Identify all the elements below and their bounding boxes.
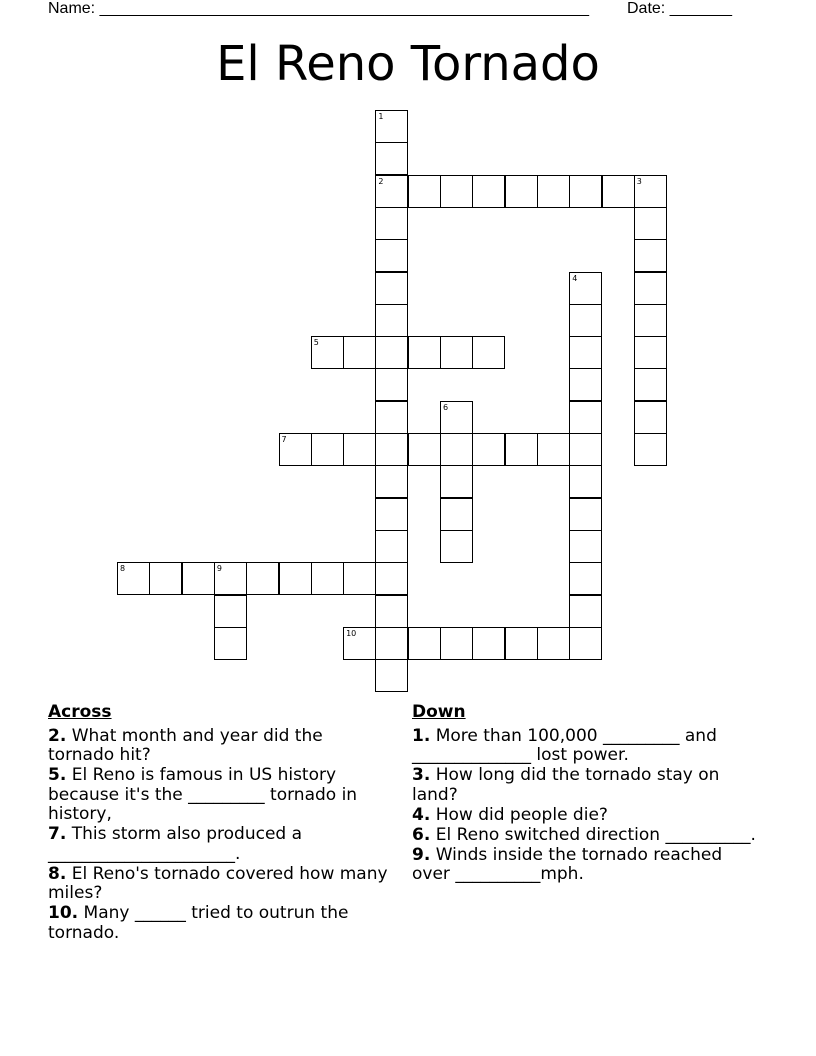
clue-text: El Reno's tornado covered how many miles? [48,863,388,903]
grid-cell[interactable] [182,562,215,595]
clue-number: 2. [48,725,67,746]
grid-cell[interactable] [440,627,473,660]
grid-cell[interactable] [569,401,602,434]
clue-text: Many ______ tried to outrun the tornado. [48,903,349,943]
grid-cell[interactable] [375,175,408,208]
clue-number: 4. [412,804,431,825]
grid-cell[interactable] [343,433,376,466]
grid-cell[interactable] [279,562,312,595]
clue-text: Winds inside the tornado reached over __________mph. [412,844,723,884]
grid-cell[interactable] [472,627,505,660]
cell-number: 9 [216,564,222,574]
grid-cell[interactable] [343,336,376,369]
grid-cell[interactable] [375,659,408,692]
grid-cell[interactable] [569,336,602,369]
cell-number: 4 [572,273,578,283]
cell-number: 1 [378,112,384,121]
across-heading: Across [48,702,112,722]
grid-cell[interactable] [537,433,570,466]
cell-number: 5 [313,338,319,348]
clue-number: 9. [412,844,431,865]
grid-cell[interactable] [375,530,408,563]
grid-cell[interactable] [375,272,408,305]
grid-cell[interactable] [279,433,312,466]
clue-number: 7. [48,824,67,844]
grid-cell[interactable] [311,562,344,595]
clue-down-1 [412,727,757,766]
grid-cell[interactable] [569,368,602,401]
cell-number: 8 [120,564,126,574]
grid-cell[interactable] [505,175,538,208]
grid-cell[interactable] [505,433,538,466]
grid-cell[interactable] [569,465,602,498]
grid-cell[interactable] [343,627,376,660]
clue-across-10 [48,904,393,943]
grid-cell[interactable] [634,207,667,240]
grid-cell[interactable] [440,175,473,208]
grid-cell[interactable] [246,562,279,595]
clue-number: 6. [412,824,431,845]
clue-number: 3. [412,765,431,785]
grid-cell[interactable] [634,304,667,337]
grid-cell[interactable] [634,272,667,305]
cell-number: 6 [443,402,449,412]
grid-cell[interactable] [569,530,602,563]
grid-cell[interactable] [569,562,602,595]
down-clues [412,703,757,885]
clue-text: El Reno switched direction __________. [430,824,756,845]
date-line[interactable]: Date: _______ [627,0,732,17]
grid-cell[interactable] [569,498,602,531]
grid-cell[interactable] [569,433,602,466]
grid-cell[interactable] [634,368,667,401]
name-line[interactable]: Name: _______________________________________________________ [48,0,589,17]
clue-text: More than 100,000 _________ and ______________ lost power. [412,725,717,765]
cell-number: 10 [346,628,357,638]
grid-cell[interactable] [375,368,408,401]
clue-across-5 [48,766,393,825]
grid-cell[interactable] [569,175,602,208]
clue-text: How long did the tornado stay on land? [412,765,720,805]
grid-cell[interactable] [569,595,602,628]
grid-cell[interactable] [375,433,408,466]
grid-cell[interactable] [537,627,570,660]
grid-cell[interactable] [375,142,408,175]
clue-text: El Reno is famous in US history because it's the _________ tornado in history, [48,765,358,824]
clue-number: 1. [412,725,431,746]
clue-down-6 [412,826,757,846]
grid-cell[interactable] [408,627,441,660]
grid-cell[interactable] [602,175,635,208]
grid-cell[interactable] [569,272,602,305]
grid-cell[interactable] [440,498,473,531]
cell-number: 2 [378,176,384,186]
grid-cell[interactable] [375,401,408,434]
clue-down-9 [412,846,757,885]
page-title: El Reno Tornado [216,36,600,92]
grid-cell[interactable] [149,562,182,595]
grid-cell[interactable] [440,336,473,369]
grid-cell[interactable] [375,562,408,595]
grid-cell[interactable] [375,627,408,660]
grid-cell[interactable] [375,207,408,240]
down-heading: Down [412,702,466,722]
grid-cell[interactable] [311,336,344,369]
grid-cell[interactable] [375,239,408,272]
grid-cell[interactable] [505,627,538,660]
grid-cell[interactable] [214,627,247,660]
clue-text: How did people die? [430,804,608,825]
grid-cell[interactable] [472,336,505,369]
grid-cell[interactable] [375,465,408,498]
grid-cell[interactable] [408,336,441,369]
grid-cell[interactable] [343,562,376,595]
clue-number: 8. [48,863,67,884]
grid-cell[interactable] [472,433,505,466]
grid-cell[interactable] [634,336,667,369]
cell-number: 3 [636,176,642,186]
grid-cell[interactable] [569,304,602,337]
grid-cell[interactable] [375,498,408,531]
grid-cell[interactable] [375,595,408,628]
across-clues [48,703,393,944]
clue-number: 10. [48,903,79,923]
grid-cell[interactable] [117,562,150,595]
clue-down-3 [412,766,757,805]
grid-cell[interactable] [569,627,602,660]
grid-cell[interactable] [537,175,570,208]
grid-cell[interactable] [440,433,473,466]
grid-cell[interactable] [408,433,441,466]
clue-across-8 [48,865,393,904]
grid-cell[interactable] [634,401,667,434]
grid-cell[interactable] [472,175,505,208]
clue-across-7 [48,825,393,864]
grid-cell[interactable] [440,465,473,498]
grid-cell[interactable] [375,304,408,337]
grid-cell[interactable] [634,433,667,466]
clue-across-2 [48,727,393,766]
clue-down-4 [412,806,757,826]
grid-cell[interactable] [375,336,408,369]
grid-cell[interactable] [408,175,441,208]
grid-cell[interactable] [214,562,247,595]
grid-cell[interactable] [634,175,667,208]
grid-cell[interactable] [440,401,473,434]
grid-cell[interactable] [214,595,247,628]
grid-cell[interactable] [634,239,667,272]
clue-text: This storm also produced a ______________________. [48,824,303,864]
clue-text: What month and year did the tornado hit? [48,725,323,765]
grid-cell[interactable] [311,433,344,466]
grid-cell[interactable] [375,110,408,143]
clue-number: 5. [48,765,67,785]
grid-cell[interactable] [440,530,473,563]
cell-number: 7 [281,435,287,444]
